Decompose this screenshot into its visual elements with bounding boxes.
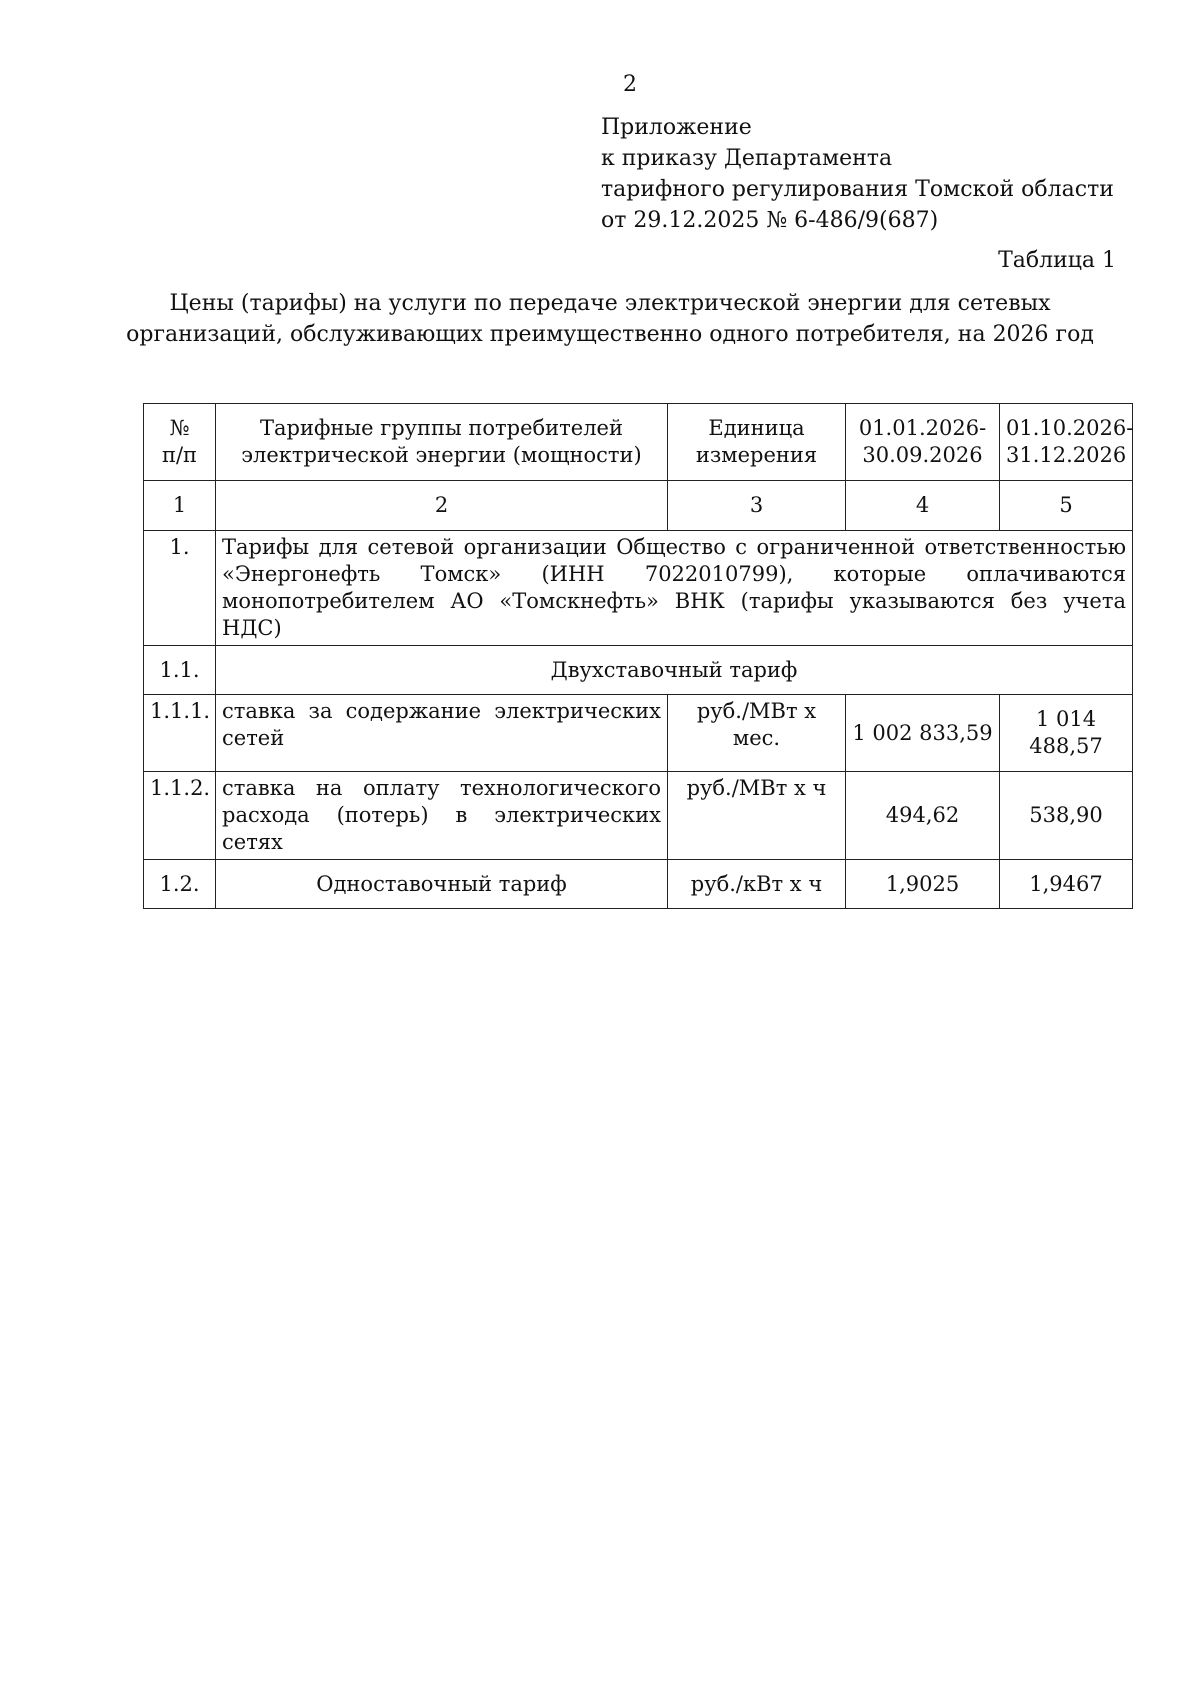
column-number-cell: 4 (846, 481, 1000, 531)
header-text: 31.12.2026 (1006, 443, 1127, 467)
page-number: 2 (623, 72, 637, 97)
table-row (144, 860, 1133, 909)
tariff-type-cell: Двухставочный тариф (216, 646, 1133, 695)
title-line: организаций, обслуживающих преимущественно одного потребителя, на 2026 год (126, 322, 1094, 347)
value-cell-period-2: 1 014 488,57 (1000, 695, 1133, 772)
value-cell-period-2: 538,90 (1000, 772, 1133, 860)
header-text: электрической энергии (мощности) (241, 443, 642, 467)
value-cell-period-1: 1 002 833,59 (846, 695, 1000, 772)
header-cell-group (216, 404, 668, 481)
document-title (120, 288, 1100, 350)
appendix-block (601, 112, 1114, 236)
column-number-row (144, 481, 1133, 531)
header-cell-number (144, 404, 216, 481)
header-text: п/п (161, 443, 198, 467)
header-text: Тарифные группы потребителей (260, 416, 623, 440)
value-cell-period-1: 494,62 (846, 772, 1000, 860)
unit-cell: руб./МВт х мес. (668, 695, 846, 772)
header-text: № (169, 416, 190, 440)
tariff-table (143, 403, 1133, 909)
column-number-cell: 3 (668, 481, 846, 531)
row-number-cell: 1.1.2. (144, 772, 216, 860)
table-row (144, 772, 1133, 860)
column-number-cell: 5 (1000, 481, 1133, 531)
header-text: Единица (708, 416, 805, 440)
value-cell-period-2: 1,9467 (1000, 860, 1133, 909)
row-number-cell: 1.2. (144, 860, 216, 909)
table-label: Таблица 1 (998, 248, 1116, 273)
header-cell-unit (668, 404, 846, 481)
appendix-line: от 29.12.2025 № 6-486/9(687) (601, 208, 939, 233)
table-row (144, 695, 1133, 772)
tariff-type-cell: Одноставочный тариф (216, 860, 668, 909)
column-number-cell: 2 (216, 481, 668, 531)
appendix-line: к приказу Департамента (601, 146, 893, 171)
column-number-cell: 1 (144, 481, 216, 531)
table-row (144, 646, 1133, 695)
header-cell-period-1 (846, 404, 1000, 481)
row-number-cell: 1.1. (144, 646, 216, 695)
header-text: 01.01.2026- (858, 416, 987, 440)
unit-cell: руб./кВт х ч (668, 860, 846, 909)
tariff-description-cell: ставка за содержание электрических сетей (216, 695, 668, 772)
title-line: Цены (тарифы) на услуги по передаче электрической энергии для сетевых (169, 291, 1051, 316)
row-number-cell: 1. (144, 531, 216, 646)
header-cell-period-2 (1000, 404, 1133, 481)
appendix-line: тарифного регулирования Томской области (601, 177, 1114, 202)
organization-description-cell: Тарифы для сетевой организации Общество с ограниченной ответственностью «Энергонефть Томск» (ИНН 7022010799), которые оплачиваются монопотребителем АО «Томскнефть» ВНК (тарифы указываются без учета НДС) (216, 531, 1133, 646)
unit-cell: руб./МВт х ч (668, 772, 846, 860)
table-row (144, 531, 1133, 646)
header-text: измерения (695, 443, 818, 467)
appendix-line: Приложение (601, 115, 752, 140)
header-text: 30.09.2026 (862, 443, 983, 467)
header-text: 01.10.2026- (1006, 416, 1134, 440)
row-number-cell: 1.1.1. (144, 695, 216, 772)
tariff-description-cell: ставка на оплату технологического расхода (потерь) в электрических сетях (216, 772, 668, 860)
table-header-row (144, 404, 1133, 481)
value-cell-period-1: 1,9025 (846, 860, 1000, 909)
